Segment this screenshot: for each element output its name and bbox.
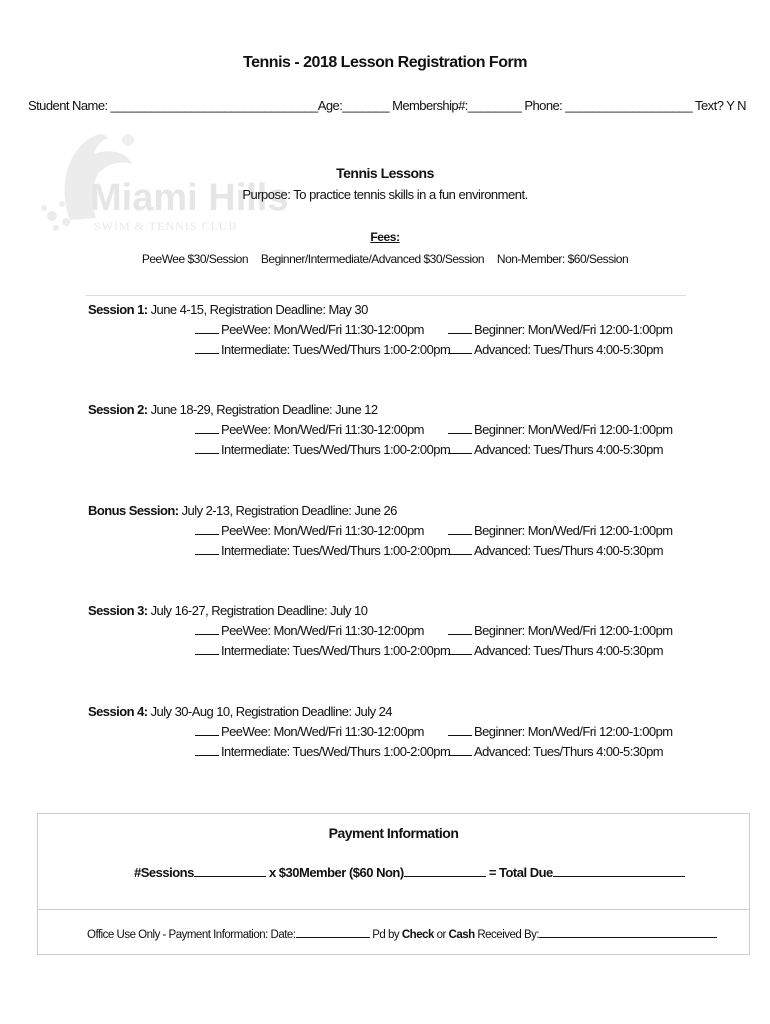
checkbox-blank[interactable] [195, 422, 219, 434]
option-label: Intermediate: Tues/Wed/Thurs 1:00-2:00pm [221, 442, 451, 457]
option-advanced[interactable] [448, 744, 663, 759]
session-details: July 16-27, Registration Deadline: July 10 [150, 603, 368, 618]
option-intermediate[interactable] [195, 442, 450, 457]
checkbox-blank[interactable] [448, 342, 472, 354]
checkbox-blank[interactable] [448, 643, 472, 655]
option-label: Intermediate: Tues/Wed/Thurs 1:00-2:00pm [221, 543, 451, 558]
session-label: Session 3: [88, 603, 148, 618]
option-advanced[interactable] [448, 442, 663, 457]
checkbox-blank[interactable] [195, 322, 219, 334]
option-label: Intermediate: Tues/Wed/Thurs 1:00-2:00pm [221, 744, 451, 759]
option-label: PeeWee: Mon/Wed/Fri 11:30-12:00pm [221, 623, 424, 638]
option-label: Beginner: Mon/Wed/Fri 12:00-1:00pm [474, 322, 673, 337]
option-label: Intermediate: Tues/Wed/Thurs 1:00-2:00pm [221, 342, 451, 357]
checkbox-blank[interactable] [448, 623, 472, 635]
payment-divider [38, 909, 749, 910]
checkbox-blank[interactable] [195, 442, 219, 454]
session-options-row [88, 322, 728, 342]
date-field[interactable] [296, 927, 370, 938]
session-options-row [88, 523, 728, 543]
option-intermediate[interactable] [195, 643, 450, 658]
option-label: Beginner: Mon/Wed/Fri 12:00-1:00pm [474, 623, 673, 638]
option-peewee[interactable] [195, 523, 424, 538]
option-label: Advanced: Tues/Thurs 4:00-5:30pm [474, 643, 664, 658]
session-options-row [88, 744, 728, 764]
rate-amount-field[interactable] [404, 864, 486, 877]
option-label: PeeWee: Mon/Wed/Fri 11:30-12:00pm [221, 523, 424, 538]
session-header [88, 402, 728, 422]
option-beginner[interactable] [448, 422, 673, 437]
fees-heading: Fees: [370, 230, 400, 244]
session-block [88, 302, 728, 362]
option-label: Advanced: Tues/Thurs 4:00-5:30pm [474, 342, 664, 357]
office-use-line [87, 927, 717, 941]
fee-non-member: Non-Member: $60/Session [496, 252, 629, 266]
session-details: June 18-29, Registration Deadline: June 12 [150, 402, 378, 417]
form-title: Tennis - 2018 Lesson Registration Form [243, 54, 527, 71]
option-label: PeeWee: Mon/Wed/Fri 11:30-12:00pm [221, 322, 424, 337]
checkbox-blank[interactable] [448, 442, 472, 454]
session-header [88, 603, 728, 623]
option-beginner[interactable] [448, 623, 673, 638]
logo-subtitle: SWIM & TENNIS CLUB [94, 219, 238, 233]
section-divider [86, 295, 686, 296]
checkbox-blank[interactable] [195, 643, 219, 655]
option-label: Advanced: Tues/Thurs 4:00-5:30pm [474, 543, 664, 558]
checkbox-blank[interactable] [195, 543, 219, 555]
session-options-row [88, 342, 728, 362]
office-use-label: Office Use Only - Payment Information: Date: [87, 929, 296, 941]
option-peewee[interactable] [195, 623, 424, 638]
or-label: or [436, 929, 446, 941]
session-details: June 4-15, Registration Deadline: May 30 [150, 302, 368, 317]
payment-title: Payment Information [328, 825, 459, 841]
option-label: Advanced: Tues/Thurs 4:00-5:30pm [474, 442, 664, 457]
session-details: July 2-13, Registration Deadline: June 26 [181, 503, 397, 518]
checkbox-blank[interactable] [195, 744, 219, 756]
fee-peewee: PeeWee $30/Session [141, 252, 249, 266]
option-peewee[interactable] [195, 724, 424, 739]
checkbox-blank[interactable] [448, 744, 472, 756]
session-label: Session 4: [88, 704, 148, 719]
session-block [88, 704, 728, 764]
option-advanced[interactable] [448, 342, 663, 357]
checkbox-blank[interactable] [195, 623, 219, 635]
session-label: Session 1: [88, 302, 148, 317]
option-peewee[interactable] [195, 322, 424, 337]
session-header [88, 302, 728, 322]
session-options-row [88, 543, 728, 563]
session-options-row [88, 724, 728, 744]
lessons-purpose: Purpose: To practice tennis skills in a fun environment. [242, 187, 528, 202]
option-label: Beginner: Mon/Wed/Fri 12:00-1:00pm [474, 523, 673, 538]
checkbox-blank[interactable] [448, 724, 472, 736]
total-due-field[interactable] [553, 864, 685, 877]
option-intermediate[interactable] [195, 342, 450, 357]
session-block [88, 402, 728, 462]
session-header [88, 503, 728, 523]
option-label: Advanced: Tues/Thurs 4:00-5:30pm [474, 744, 664, 759]
received-by-label: Received By: [477, 929, 540, 941]
received-by-field[interactable] [539, 927, 717, 938]
ball-icon [122, 134, 134, 146]
payment-calculation [134, 864, 685, 880]
checkbox-blank[interactable] [195, 724, 219, 736]
option-beginner[interactable] [448, 322, 673, 337]
checkbox-blank[interactable] [448, 322, 472, 334]
option-advanced[interactable] [448, 643, 663, 658]
total-due-label: = Total Due [488, 865, 553, 880]
option-peewee[interactable] [195, 422, 424, 437]
session-block [88, 603, 728, 663]
checkbox-blank[interactable] [448, 523, 472, 535]
option-intermediate[interactable] [195, 744, 450, 759]
sessions-count-field[interactable] [194, 864, 266, 877]
cash-option[interactable]: Cash [448, 929, 475, 941]
session-options-row [88, 442, 728, 462]
option-beginner[interactable] [448, 523, 673, 538]
checkbox-blank[interactable] [195, 523, 219, 535]
paid-by-label: Pd by [372, 929, 400, 941]
fee-standard: Beginner/Intermediate/Advanced $30/Session [260, 252, 485, 266]
fees-row [0, 252, 770, 266]
option-label: PeeWee: Mon/Wed/Fri 11:30-12:00pm [221, 422, 424, 437]
check-option[interactable]: Check [401, 929, 434, 941]
checkbox-blank[interactable] [195, 342, 219, 354]
option-label: Beginner: Mon/Wed/Fri 12:00-1:00pm [474, 422, 673, 437]
logo-name: Miami Hills [90, 177, 289, 219]
session-options-row [88, 422, 728, 442]
session-options-row [88, 643, 728, 663]
sessions-count-label: #Sessions [134, 865, 194, 880]
payment-box [37, 813, 750, 955]
option-label: PeeWee: Mon/Wed/Fri 11:30-12:00pm [221, 724, 424, 739]
lessons-title: Tennis Lessons [336, 165, 434, 181]
splash-icon [41, 201, 70, 231]
session-header [88, 704, 728, 724]
session-label: Session 2: [88, 402, 148, 417]
student-info-line: Student Name: _______________________________Age:_______ Membership#:________ Phone: ___________________ Text? Y N [28, 98, 746, 113]
option-advanced[interactable] [448, 543, 663, 558]
option-label: Intermediate: Tues/Wed/Thurs 1:00-2:00pm [221, 643, 451, 658]
option-label: Beginner: Mon/Wed/Fri 12:00-1:00pm [474, 724, 673, 739]
session-options-row [88, 623, 728, 643]
session-block [88, 503, 728, 563]
checkbox-blank[interactable] [448, 422, 472, 434]
option-beginner[interactable] [448, 724, 673, 739]
checkbox-blank[interactable] [448, 543, 472, 555]
session-details: July 30-Aug 10, Registration Deadline: July 24 [150, 704, 392, 719]
option-intermediate[interactable] [195, 543, 450, 558]
session-label: Bonus Session: [88, 503, 179, 518]
rate-label: x $30Member ($60 Non) [268, 865, 404, 880]
